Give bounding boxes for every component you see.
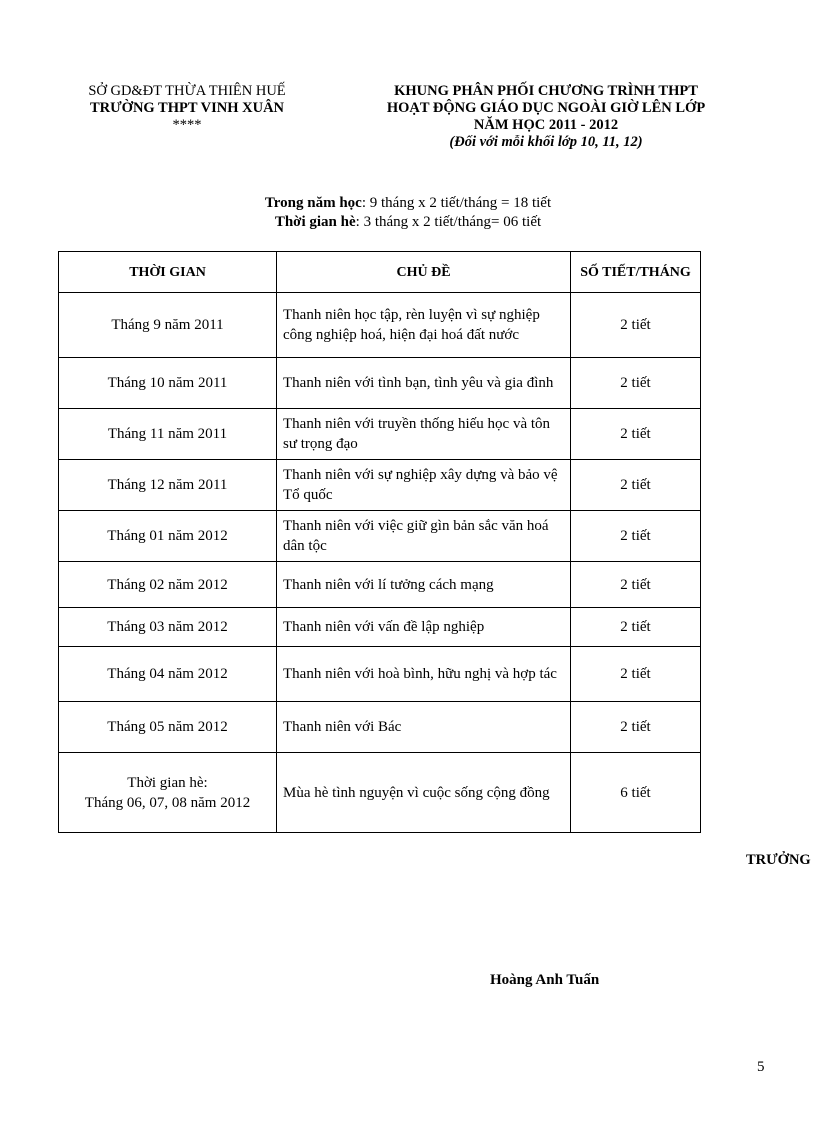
topic-cell: Thanh niên với sự nghiệp xây dựng và bảo vệ Tổ quốc [277,460,571,511]
summer-months: Tháng 06, 07, 08 năm 2012 [84,794,251,811]
periods-cell: 2 tiết [571,511,701,562]
table-row [59,358,701,409]
time-cell: Tháng 04 năm 2012 [59,647,277,702]
department-name: SỞ GD&ĐT THỪA THIÊN HUẾ [88,83,286,99]
table-row [59,608,701,647]
header-periods: SỐ TIẾT/THÁNG [571,252,701,293]
periods-cell: 2 tiết [571,608,701,647]
time-cell: Tháng 10 năm 2011 [59,358,277,409]
periods-cell: 2 tiết [571,358,701,409]
periods-cell: 2 tiết [571,647,701,702]
school-year: NĂM HỌC 2011 - 2012 [473,117,619,133]
page-number: 5 [757,1059,765,1075]
signer-name: Hoàng Anh Tuấn [490,972,600,988]
topic-cell: Thanh niên với vấn đề lập nghiệp [277,608,571,647]
table-row [59,409,701,460]
program-table [58,251,701,833]
topic-cell: Thanh niên với việc giữ gìn bản sắc văn hoá dân tộc [277,511,571,562]
document-title-block [346,83,746,151]
time-cell: Tháng 03 năm 2012 [59,608,277,647]
topic-cell: Thanh niên với truyền thống hiếu học và tôn sư trọng đạo [277,409,571,460]
header-time: THỜI GIAN [59,252,277,293]
table-row [59,460,701,511]
table-row [59,702,701,753]
summer-summary-text: : 3 tháng x 2 tiết/tháng= 06 tiết [355,214,542,230]
grade-note: (Đối với mỗi khối lớp 10, 11, 12) [449,134,643,150]
topic-cell: Thanh niên với tình bạn, tình yêu và gia đình [277,358,571,409]
time-cell: Tháng 9 năm 2011 [59,293,277,358]
topic-cell: Thanh niên với hoà bình, hữu nghị và hợp tác [277,647,571,702]
periods-cell: 2 tiết [571,409,701,460]
time-cell: Tháng 11 năm 2011 [59,409,277,460]
year-summary-text: : 9 tháng x 2 tiết/tháng = 18 tiết [361,195,552,211]
time-cell: Tháng 01 năm 2012 [59,511,277,562]
periods-cell: 2 tiết [571,562,701,608]
summer-summary-label: Thời gian hè [274,214,356,230]
table-row [59,753,701,833]
time-cell: Tháng 05 năm 2012 [59,702,277,753]
principal-title: TRƯỞNG [746,852,811,868]
periods-cell: 6 tiết [571,753,701,833]
table-row [59,293,701,358]
school-name: TRƯỜNG THPT VINH XUÂN [89,100,285,116]
topic-cell: Mùa hè tình nguyện vì cuộc sống cộng đồng [277,753,571,833]
table-header-row [59,252,701,293]
topic-cell: Thanh niên với lí tưởng cách mạng [277,562,571,608]
table-row [59,511,701,562]
document-subtitle: HOẠT ĐỘNG GIÁO DỤC NGOÀI GIỜ LÊN LỚP [386,100,706,116]
year-summary [0,194,816,213]
periods-cell: 2 tiết [571,293,701,358]
header-stars: **** [172,117,202,133]
document-title: KHUNG PHÂN PHỐI CHƯƠNG TRÌNH THPT [394,83,698,99]
time-cell: Tháng 12 năm 2011 [59,460,277,511]
summer-label: Thời gian hè: [127,774,208,791]
periods-cell: 2 tiết [571,702,701,753]
time-cell [59,753,277,833]
year-summary-label: Trong năm học [264,195,362,211]
table-row [59,647,701,702]
table-row [59,562,701,608]
school-header [62,83,312,134]
header-topic: CHỦ ĐỀ [277,252,571,293]
time-cell: Tháng 02 năm 2012 [59,562,277,608]
periods-cell: 2 tiết [571,460,701,511]
topic-cell: Thanh niên học tập, rèn luyện vì sự nghiệp công nghiệp hoá, hiện đại hoá đất nước [277,293,571,358]
summer-summary [0,213,816,232]
topic-cell: Thanh niên với Bác [277,702,571,753]
